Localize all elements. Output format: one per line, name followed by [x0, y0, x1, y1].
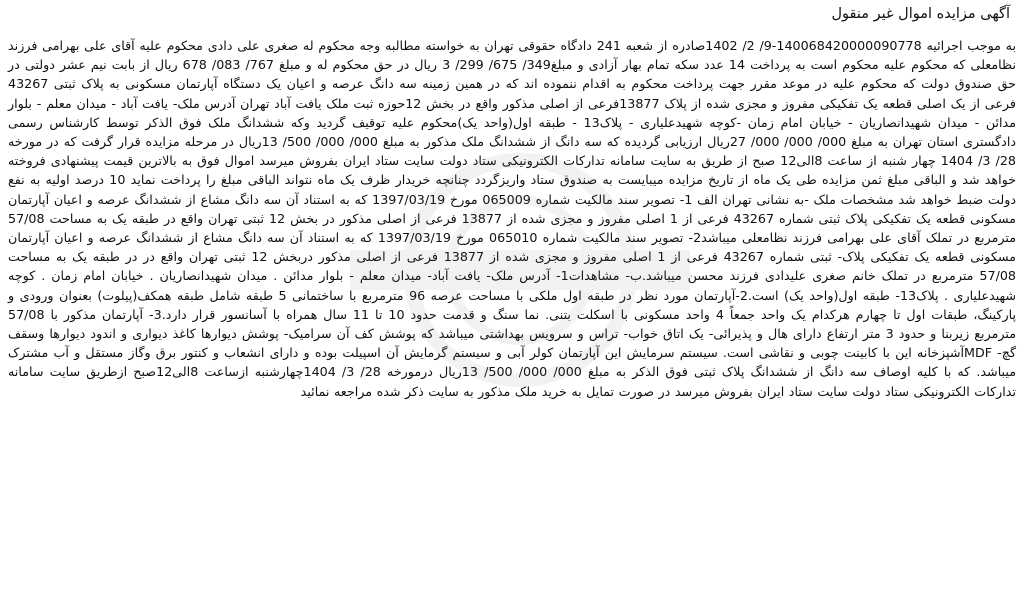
- notice-title: آگهی مزایده اموال غیر منقول: [831, 6, 1010, 22]
- auction-notice: [8, 4, 1016, 602]
- notice-body: به موجب اجرائیه 140068420000090778-9/ 2/ 1402صادره از شعبه 241 دادگاه حقوقی تهران به خواسته مطالبه وجه محکوم له صغری علی دادی محکوم علیه آقای علی بهرامی فرزند نظامعلی که محکوم علیه محکوم است به پرداخت 14 عدد سکه تمام بهار آزادی و مبلغ349/ 675/ 299/ 3 ریال در حق محکوم له و مبلغ 767/ 083/ 678 ریال از بابت نیم عشر دولتی در حق صندوق دولت که محکوم علیه در موعد مقرر جهت پرداخت محکوم به اقدام ننموده اند که در همین زمینه سه دانگ عرصه و اعیان یک دستگاه آپارتمان مسکونی به پلاک ثبتی 43267 فرعی از یک اصلی قطعه یک تفکیکی مفروز و مجزی شده از پلاک 13877فرعی از اصلی مذکور واقع در بخش 12حوزه ثبت ملک یافت آباد تهران آدرس ملک- یافت آباد - میدان معلم - بلوار مدائن - میدان شهیدانصاریان - خیابان امام زمان -کوچه شهیدعلیاری - پلاک13 - طبقه اول(واحد یک)محکوم علیه توقیف گردید وکه ششدانگ ملک فوق الذکر توسط کارشناس رسمی دادگستری استان تهران به مبلغ 000/ 000/ 000/ 27ریال ارزیابی گردیده که سه دانگ از ششدانگ ملک مذکور به مبلغ 000/ 000/ 500/ 13ریال در مرحله مزایده قرار گرفت که در مورخه 28/ 3/ 1404 چهار شنبه از ساعت 8الی12 صبح از طریق به سایت سامانه تدارکات الکترونیکی ستاد دولت سایت ستاد ایران بفروش میرسد اموال فوق به بالاترین قیمت پیشنهادی فروخته خواهد شد و الباقی مبلغ ثمن مزایده طی یک ماه از تاریخ مزایده میبایست به صندوق ستاد واریزگردد چنانچه خریدار ظرف یک ماه نتواند الباقی مبلغ را پرداخت نماید 10 درصد اولیه به نفع دولت ضبط خواهد شد مشخصات ملک -به نشانی تهران الف 1- تصویر سند مالکیت شماره 065009 مورخ 1397/03/19 که به استناد آن سه دانگ مشاع از ششدانگ عرصه و اعیان آپارتمان مسکونی قطعه یک تفکیکی پلاک ثبتی شماره 43267 فرعی از 1 اصلی مفروز و مجزی شده از 13877 فرعی از اصلی مذکور در بخش 12 ثبتی تهران واقع در طبقه یک به مساحت 57/08 مترمربع در تملک آقای علی بهرامی فرزند نظامعلی میباشد2- تصویر سند مالکیت شماره 065010 مورخ 1397/03/19 که به استناد آن سه دانگ مشاع از ششدانگ عرصه و اعیان آپارتمان مسکونی قطعه یک تفکیکی پلاک- ثبتی شماره 43267 فرعی از 1 اصلی مفروز و مجزی شده از 13877 فرعی از اصلی مذکور دربخش 12 ثبتی تهران واقع در در طبقه یک به مساحت 57/08 مترمربع در تملک خانم صغری علیدادی فرزند محسن میباشد.ب- مشاهدات1- آدرس ملک- یافت آباد- میدان معلم - بلوار مدائن . میدان شهیدانصاریان . خیابان امام زمان . کوچه شهیدعلیاری . پلاک13- طبقه اول(واحد یک) است.2-آپارتمان مورد نظر در طبقه اول ملکی با مساحت عرصه 96 مترمربع با ساختمانی 5 طبقه شامل طبقه همکف(پیلوت) بعنوان ورودی و پارکینگ، طبقات اول تا چهارم هرکدام یک واحد جمعاً 4 واحد مسکونی با اسکلت بتنی. نما سنگ و قدمت حدود 10 تا 11 سال همراه با آسانسور قرار دارد.3- آپارتمان مذکور با 57/08 مترمربع زیربنا و حدود 3 متر ارتفاع دارای هال و پذیرائی- یک اتاق خواب- تراس و سرویس بهداشتی میباشد که پوشش کف آن سرامیک- پوشش دیوارها کاغذ دیواری و اندود دیوارها وسقف گچ- MDFآشپزخانه این با کابینت چوبی و نقاشی است. سیستم سرمایش این آپارتمان کولر آبی و سیستم گرمایش آن اسپیلت بوده و دارای انشعاب و کنتور برق وگاز مستقل و آب مشترک میباشد. که با کلیه اوصاف سه دانگ از ششدانگ پلاک ثبتی فوق الذکر به مبلغ 000/ 000/ 500/ 13ریال درمورخه 28/ 3/ 1404چهارشنبه ازساعت 8الی12صبح ازطریق سایت سامانه تدارکات الکترونیکی ستاد دولت سایت ستاد ایران بفروش میرسد در صورت تمایل به خرید ملک مذکور به سایت ذکر شده مراجعه نمائید: [8, 38, 1017, 399]
